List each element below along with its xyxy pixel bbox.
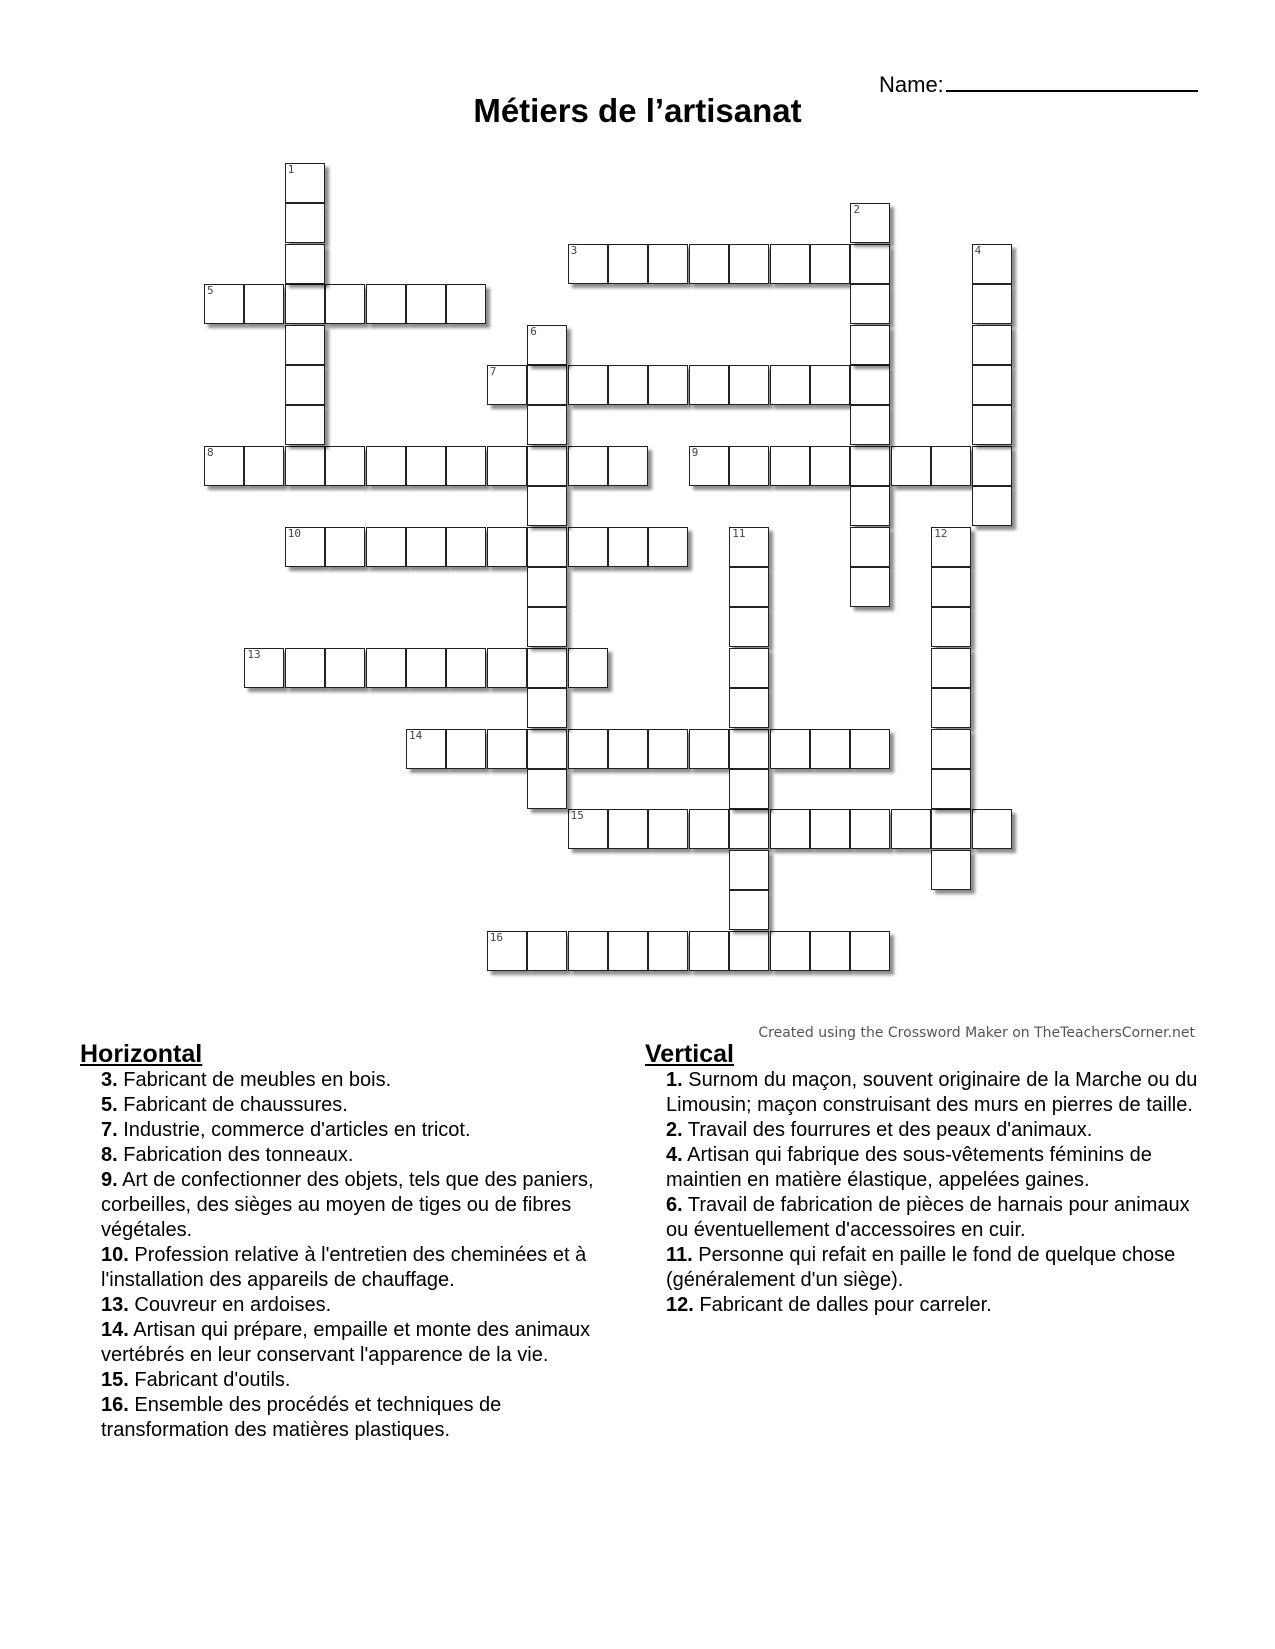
crossword-cell[interactable] (729, 527, 769, 567)
clue-number: 14 (409, 728, 423, 742)
crossword-cell[interactable] (850, 567, 890, 607)
clue-number: 4 (974, 243, 982, 257)
crossword-cell[interactable] (689, 244, 729, 284)
crossword-cell[interactable] (285, 244, 325, 284)
crossword-cell[interactable] (325, 446, 365, 486)
crossword-cell[interactable] (850, 325, 890, 365)
crossword-cell[interactable] (406, 446, 446, 486)
horizontal-heading: Horizontal (80, 1040, 203, 1068)
clue-number: 11 (732, 526, 746, 540)
clue-item-text: Fabrication des tonneaux. (117, 1144, 354, 1166)
vertical-clues (645, 1040, 1205, 1318)
crossword-cell[interactable] (931, 769, 971, 809)
crossword-cell[interactable] (366, 284, 406, 324)
clue-item (101, 1243, 625, 1293)
clue-item-text: Travail de fabrication de pièces de harnais pour animaux ou éventuellement d'accessoires en cuir. (666, 1194, 1190, 1241)
crossword-cell[interactable] (729, 931, 769, 971)
crossword-cell[interactable] (850, 486, 890, 526)
crossword-cell[interactable] (770, 809, 810, 849)
crossword-cell[interactable] (285, 365, 325, 405)
clue-item (101, 1118, 625, 1143)
clue-number: 10 (287, 526, 302, 540)
crossword-cell[interactable] (810, 931, 850, 971)
clue-item-text: Fabricant de meubles en bois. (117, 1069, 392, 1091)
clue-item (101, 1168, 625, 1243)
crossword-cell[interactable] (729, 809, 769, 849)
crossword-cell[interactable] (770, 446, 810, 486)
crossword-cell[interactable] (527, 446, 567, 486)
crossword-cell[interactable] (487, 365, 527, 405)
clue-item (666, 1143, 1205, 1193)
crossword-cell[interactable] (931, 527, 971, 567)
crossword-cell[interactable] (285, 325, 325, 365)
crossword-cell[interactable] (568, 446, 608, 486)
clue-item-number: 3. (101, 1069, 118, 1091)
crossword-cell[interactable] (648, 365, 688, 405)
crossword-cell[interactable] (204, 446, 244, 486)
crossword-cell[interactable] (729, 446, 769, 486)
crossword-cell[interactable] (850, 809, 890, 849)
crossword-cell[interactable] (972, 446, 1012, 486)
clue-item-number: 1. (666, 1069, 683, 1091)
crossword-cell[interactable] (729, 890, 769, 930)
page-title: Métiers de l’artisanat (473, 92, 802, 129)
crossword-cell[interactable] (487, 527, 527, 567)
crossword-cell[interactable] (204, 284, 244, 324)
clue-item-number: 11. (666, 1244, 693, 1266)
crossword-cell[interactable] (770, 931, 810, 971)
clue-item-text: Art de confectionner des objets, tels que des paniers, corbeilles, des sièges au moyen de tiges ou de fibres végétales. (101, 1169, 594, 1241)
clue-item (666, 1243, 1205, 1293)
crossword-cell[interactable] (770, 244, 810, 284)
crossword-cell[interactable] (729, 688, 769, 728)
clue-item-text: Couvreur en ardoises. (128, 1294, 332, 1316)
crossword-cell[interactable] (406, 729, 446, 769)
credit-text: Created using the Crossword Maker on TheTeachersCorner.net (758, 1025, 1195, 1041)
crossword-cell[interactable] (810, 729, 850, 769)
crossword-cell[interactable] (648, 244, 688, 284)
clue-item (101, 1318, 625, 1368)
crossword-cell[interactable] (850, 365, 890, 405)
crossword-cell[interactable] (648, 729, 688, 769)
crossword-cell[interactable] (285, 648, 325, 688)
crossword-cell[interactable] (648, 931, 688, 971)
crossword-cell[interactable] (850, 729, 890, 769)
crossword-cell[interactable] (244, 648, 284, 688)
crossword-cell[interactable] (850, 405, 890, 445)
crossword-cell[interactable] (527, 567, 567, 607)
crossword-cell[interactable] (366, 648, 406, 688)
crossword-cell[interactable] (527, 648, 567, 688)
crossword-cell[interactable] (931, 850, 971, 890)
crossword-cell[interactable] (244, 284, 284, 324)
crossword-cell[interactable] (931, 809, 971, 849)
clue-number: 12 (934, 526, 948, 540)
crossword-cell[interactable] (568, 729, 608, 769)
crossword-cell[interactable] (487, 446, 527, 486)
clue-item (666, 1068, 1205, 1118)
crossword-cell[interactable] (972, 365, 1012, 405)
crossword-cell[interactable] (729, 567, 769, 607)
crossword-cell[interactable] (689, 365, 729, 405)
clue-item-number: 5. (101, 1094, 118, 1116)
crossword-cell[interactable] (446, 527, 486, 567)
crossword-cell[interactable] (689, 931, 729, 971)
crossword-cell[interactable] (527, 769, 567, 809)
crossword-cell[interactable] (527, 405, 567, 445)
crossword-cell[interactable] (729, 607, 769, 647)
clue-item (101, 1143, 625, 1168)
clue-item-number: 4. (666, 1144, 683, 1166)
clue-number: 7 (489, 365, 497, 378)
crossword-cell[interactable] (972, 405, 1012, 445)
clue-item-number: 15. (101, 1369, 129, 1391)
crossword-cell[interactable] (527, 365, 567, 405)
crossword-cell[interactable] (244, 446, 284, 486)
crossword-cell[interactable] (770, 729, 810, 769)
crossword-cell[interactable] (891, 446, 931, 486)
crossword-cell[interactable] (729, 850, 769, 890)
crossword-cell[interactable] (891, 809, 931, 849)
crossword-cell[interactable] (608, 365, 648, 405)
crossword-cell[interactable] (810, 809, 850, 849)
clue-item-number: 10. (101, 1244, 129, 1266)
crossword-cell[interactable] (931, 648, 971, 688)
crossword-cell[interactable] (285, 284, 325, 324)
crossword-cell[interactable] (406, 284, 446, 324)
clue-number: 15 (570, 809, 584, 823)
crossword-cell[interactable] (931, 729, 971, 769)
crossword-cell[interactable] (972, 486, 1012, 526)
crossword-cell[interactable] (527, 931, 567, 971)
clue-item-text: Artisan qui fabrique des sous-vêtements féminins de maintien en matière élastique, appelées gaines. (666, 1144, 1152, 1191)
crossword-cell[interactable] (568, 527, 608, 567)
crossword-cell[interactable] (608, 931, 648, 971)
crossword-cell[interactable] (487, 648, 527, 688)
crossword-cell[interactable] (689, 729, 729, 769)
vertical-clue-list (645, 1068, 1205, 1318)
crossword-cell[interactable] (446, 284, 486, 324)
crossword-cell[interactable] (972, 325, 1012, 365)
crossword-cell[interactable] (527, 729, 567, 769)
crossword-cell[interactable] (285, 527, 325, 567)
crossword-cell[interactable] (487, 931, 527, 971)
clue-item-text: Ensemble des procédés et techniques de transformation des matières plastiques. (101, 1394, 502, 1441)
crossword-cell[interactable] (568, 809, 608, 849)
crossword-cell[interactable] (406, 527, 446, 567)
clue-item-text: Profession relative à l'entretien des cheminées et à l'installation des appareils de chauffage. (101, 1244, 587, 1291)
crossword-cell[interactable] (729, 729, 769, 769)
crossword-cell[interactable] (931, 688, 971, 728)
name-label: Name: (879, 72, 944, 97)
clue-item-number: 7. (101, 1119, 118, 1141)
clue-item (101, 1093, 625, 1118)
crossword-cell[interactable] (850, 244, 890, 284)
clue-item-number: 9. (101, 1169, 118, 1191)
crossword-cell[interactable] (608, 729, 648, 769)
crossword-cell[interactable] (850, 527, 890, 567)
crossword-cell[interactable] (325, 648, 365, 688)
clue-item-text: Travail des fourrures et des peaux d'animaux. (682, 1119, 1093, 1141)
clue-item-number: 14. (101, 1319, 129, 1341)
clue-item (101, 1368, 625, 1393)
clue-number: 6 (530, 324, 537, 338)
crossword-cell[interactable] (729, 365, 769, 405)
vertical-heading: Vertical (645, 1040, 734, 1068)
clue-item-text: Artisan qui prépare, empaille et monte des animaux vertébrés en leur conservant l'apparence de la vie. (101, 1319, 591, 1366)
crossword-cell[interactable] (608, 527, 648, 567)
clue-item-text: Personne qui refait en paille le fond de quelque chose (généralement d'un siège). (666, 1244, 1176, 1291)
crossword-cell[interactable] (608, 809, 648, 849)
crossword-cell[interactable] (527, 688, 567, 728)
crossword-cell[interactable] (527, 486, 567, 526)
clue-item (101, 1393, 625, 1443)
crossword-cell[interactable] (446, 446, 486, 486)
crossword-cell[interactable] (446, 729, 486, 769)
clue-number: 13 (247, 647, 261, 661)
clue-item (666, 1193, 1205, 1243)
clue-number: 5 (207, 284, 214, 298)
crossword-cell[interactable] (285, 405, 325, 445)
crossword-cell[interactable] (689, 809, 729, 849)
crossword-cell[interactable] (568, 244, 608, 284)
crossword-cell[interactable] (568, 648, 608, 688)
crossword-cell[interactable] (972, 809, 1012, 849)
clue-item-number: 13. (101, 1294, 129, 1316)
crossword-cell[interactable] (648, 527, 688, 567)
crossword-cell[interactable] (850, 931, 890, 971)
clue-number: 1 (287, 163, 295, 176)
crossword-cell[interactable] (285, 203, 325, 243)
crossword-cell[interactable] (931, 446, 971, 486)
crossword-cell[interactable] (568, 365, 608, 405)
clue-item (666, 1118, 1205, 1143)
clue-item-number: 2. (666, 1119, 683, 1141)
crossword-cell[interactable] (366, 446, 406, 486)
crossword-cell[interactable] (931, 567, 971, 607)
crossword-cell[interactable] (850, 284, 890, 324)
crossword-cell[interactable] (972, 284, 1012, 324)
horizontal-clues (80, 1040, 625, 1443)
crossword-cell[interactable] (285, 446, 325, 486)
crossword-cell[interactable] (729, 769, 769, 809)
crossword-cell[interactable] (810, 446, 850, 486)
clue-number: 3 (570, 243, 578, 257)
crossword-cell[interactable] (850, 203, 890, 243)
clue-number: 9 (691, 445, 699, 459)
crossword-cell[interactable] (285, 163, 325, 203)
crossword-cell[interactable] (729, 244, 769, 284)
crossword-cell[interactable] (729, 648, 769, 688)
crossword-cell[interactable] (325, 284, 365, 324)
clue-item-text: Surnom du maçon, souvent originaire de la Marche ou du Limousin; maçon construisant des murs en pierres de taille. (666, 1069, 1198, 1116)
clue-item-text: Fabricant de dalles pour carreler. (693, 1294, 992, 1316)
clue-item-text: Industrie, commerce d'articles en tricot. (117, 1119, 471, 1141)
clue-number: 2 (853, 203, 861, 217)
clue-item-text: Fabricant d'outils. (128, 1369, 291, 1391)
crossword-cell[interactable] (810, 244, 850, 284)
crossword-cell[interactable] (366, 527, 406, 567)
clue-item (666, 1293, 1205, 1318)
crossword-cell[interactable] (608, 244, 648, 284)
crossword-cell[interactable] (689, 446, 729, 486)
crossword-cell[interactable] (446, 648, 486, 688)
crossword-cell[interactable] (850, 446, 890, 486)
crossword-cell[interactable] (527, 325, 567, 365)
crossword-cell[interactable] (527, 527, 567, 567)
crossword-cell[interactable] (648, 809, 688, 849)
crossword-cell[interactable] (608, 446, 648, 486)
crossword-cell[interactable] (325, 527, 365, 567)
clue-item-number: 16. (101, 1394, 129, 1416)
crossword-cell[interactable] (770, 365, 810, 405)
crossword-cell[interactable] (487, 729, 527, 769)
horizontal-clue-list (80, 1068, 625, 1443)
crossword-cell[interactable] (931, 607, 971, 647)
crossword-cell[interactable] (972, 244, 1012, 284)
crossword-cell[interactable] (568, 931, 608, 971)
clue-item-number: 6. (666, 1194, 683, 1216)
clue-number: 16 (489, 930, 504, 944)
clue-item-number: 8. (101, 1144, 118, 1166)
crossword-cell[interactable] (810, 365, 850, 405)
clue-item (101, 1293, 625, 1318)
clue-item-text: Fabricant de chaussures. (117, 1094, 348, 1116)
clue-number: 8 (207, 445, 214, 459)
crossword-cell[interactable] (406, 648, 446, 688)
clue-item (101, 1068, 625, 1093)
crossword-cell[interactable] (527, 607, 567, 647)
clue-item-number: 12. (666, 1294, 694, 1316)
